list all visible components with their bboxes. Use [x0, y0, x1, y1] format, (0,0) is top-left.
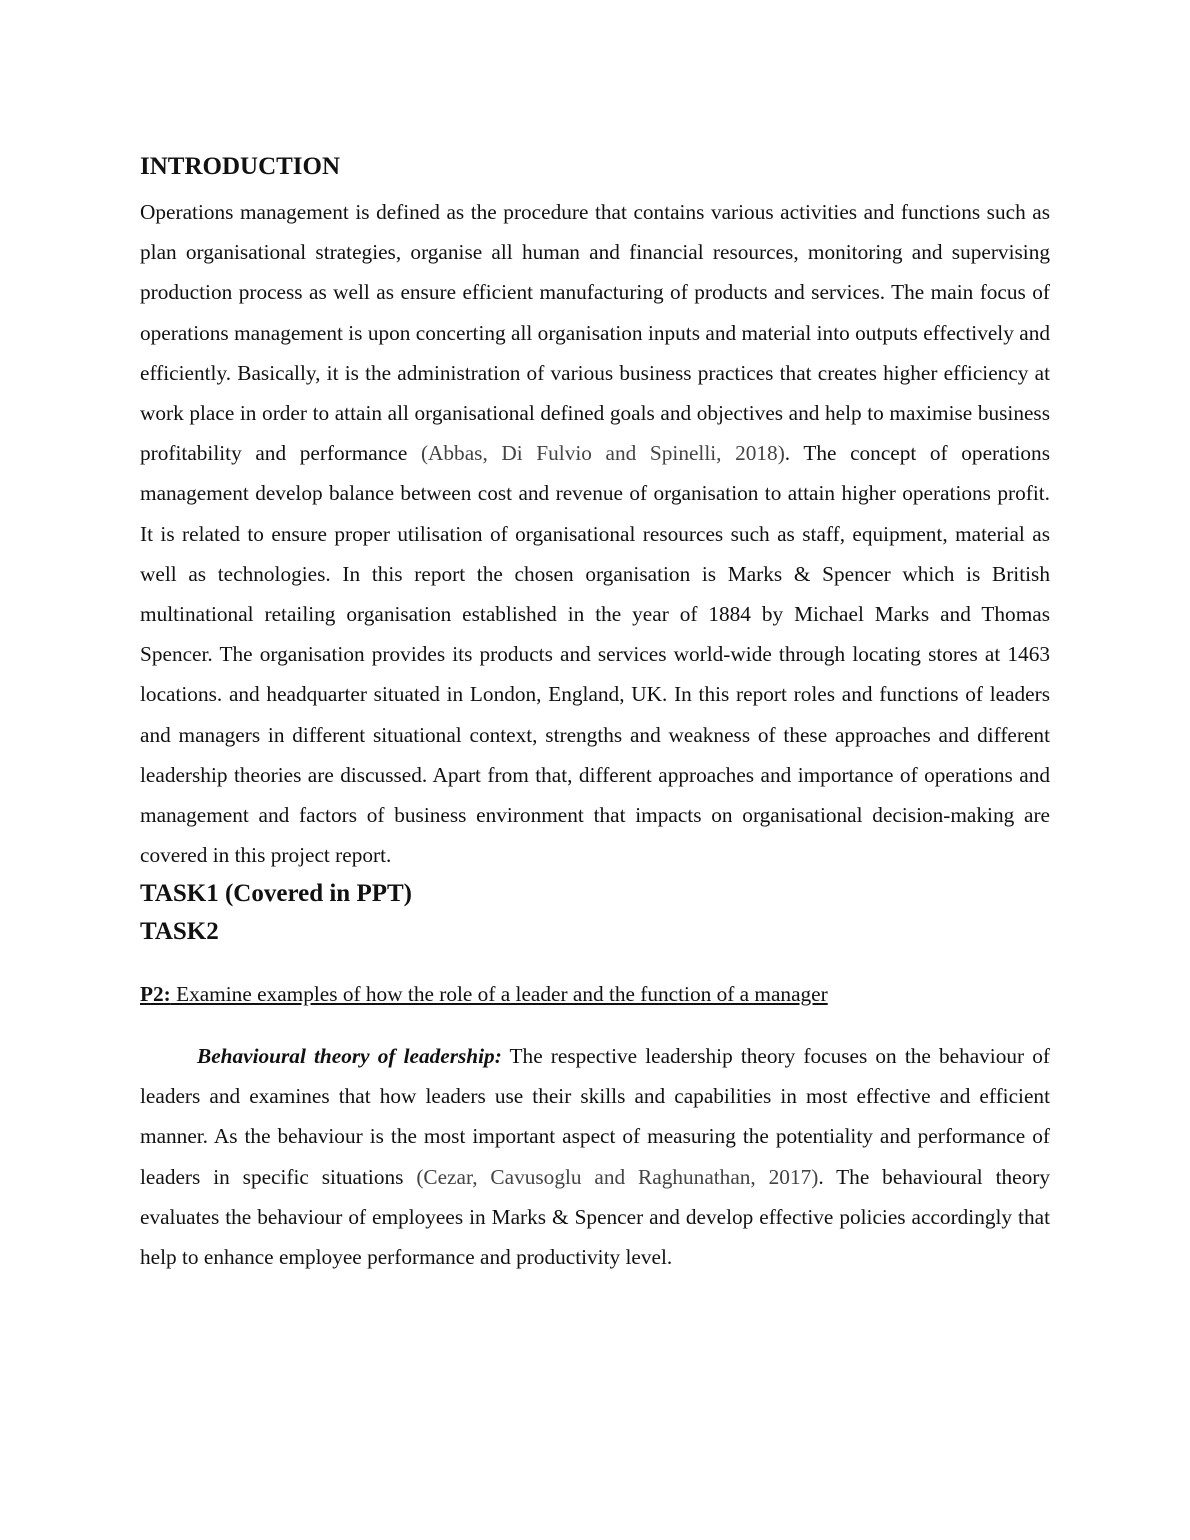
intro-citation: (Abbas, Di Fulvio and Spinelli, 2018) — [420, 441, 785, 466]
task2-heading: TASK2 — [140, 918, 219, 946]
behavioural-theory-title: Behavioural theory of leadership: — [197, 1043, 502, 1068]
p2-label: P2: — [140, 982, 171, 1007]
behaviour-citation: (Cezar, Cavusoglu and Raghunathan, 2017) — [416, 1164, 819, 1189]
document-page — [140, 148, 1050, 1277]
behaviour-text-part-1: The respective leadership theory focuses on the behaviour of leaders and examines that how leaders use their skills and capabilities in most effective and efficient manner. As the behaviour is the most important aspect of measuring the potentiality and performance of leaders in specific situations — [140, 1043, 1050, 1189]
behaviour-text-part-2: . The behavioural theory evaluates the behaviour of employees in Marks & Spencer and develop effective policies accordingly that help to enhance employee performance and productivity level. — [140, 1164, 1051, 1269]
p2-subheading — [140, 974, 1050, 1014]
introduction-paragraph — [140, 192, 1050, 875]
p2-text: Examine examples of how the role of a leader and the function of a manager — [170, 982, 828, 1007]
intro-text-part-1: Operations management is defined as the procedure that contains various activities and functions such as plan organisational strategies, organise all human and financial resources, monitoring and supervising production process as well as ensure efficient manufacturing of products and services. The main focus of operations management is upon concerting all organisation inputs and material into outputs effectively and efficiently. Basically, it is the administration of various business practices that creates higher efficiency at work place in order to attain all organisational defined goals and objectives and help to maximise business profitability and performance — [140, 200, 1050, 466]
intro-text-part-2: . The concept of operations management develop balance between cost and revenue of organisation to attain higher operations profit. It is related to ensure proper utilisation of organisational resources such as staff, equipment, material as well as technologies. In this report the chosen organisation is Marks & Spencer which is British multinational retailing organisation established in the year of 1884 by Michael Marks and Thomas Spencer. The organisation provides its products and services world-wide through locating stores at 1463 locations. and headquarter situated in London, England, UK. In this report roles and functions of leaders and managers in different situational context, strengths and weakness of these approaches and different leadership theories are discussed. Apart from that, different approaches and importance of operations and management and factors of business environment that impacts on organisational decision-making are covered in this project report. — [140, 441, 1050, 868]
task1-heading: TASK1 (Covered in PPT) — [140, 880, 412, 908]
introduction-heading: INTRODUCTION — [140, 153, 341, 180]
behavioural-theory-paragraph — [140, 1036, 1050, 1277]
